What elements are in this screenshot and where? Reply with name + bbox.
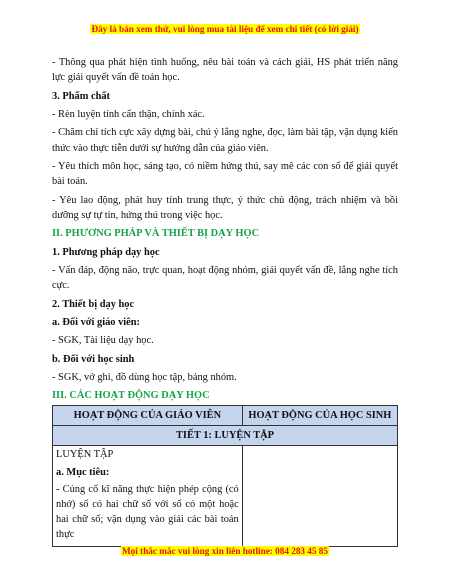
paragraph: - Yêu thích môn học, sáng tạo, có niềm hứng thú, say mê các con số để giải quyết bài toán.	[52, 160, 398, 188]
table-lesson-row	[53, 426, 398, 446]
hotline-text: Mọi thắc mắc vui lòng xin liên hotline: 084 283 45 85	[122, 546, 328, 556]
preview-banner	[0, 24, 450, 34]
document-body	[52, 55, 398, 407]
cell-text: - Củng cố kĩ năng thực hiện phép cộng (có nhớ) số có hai chữ số với số có một hoặc hai chữ số; vận dụng vào giải các bài toán thực	[56, 483, 239, 541]
heading-thiet-bi: 2. Thiết bị dạy học	[52, 298, 135, 310]
cell-title: LUYỆN TẬP	[56, 449, 114, 461]
paragraph: - Thông qua phát hiện tình huống, nêu bài toán và cách giải, HS phát triển năng lực giải quyết vấn đề toán học.	[52, 57, 398, 84]
teacher-cell	[53, 446, 243, 546]
heading-phuong-phap: 1. Phương pháp dạy học	[52, 246, 160, 258]
paragraph: - Vấn đáp, động não, trực quan, hoạt động nhóm, giải quyết vấn đề, lắng nghe tích cực.	[52, 264, 398, 292]
hotline-banner	[0, 546, 450, 556]
lesson-title: TIẾT 1: LUYỆN TẬP	[53, 426, 398, 446]
paragraph: - SGK, vở ghi, đồ dùng học tập, bảng nhóm.	[52, 372, 237, 384]
table-row	[53, 446, 398, 546]
paragraph: - Chăm chỉ tích cực xây dựng bài, chú ý lắng nghe, đọc, làm bài tập, vận dụng kiến thức vào thực tiễn dưới sự hướng dẫn của giáo viên.	[52, 127, 398, 154]
activities-table	[52, 405, 398, 547]
preview-banner-text: Đây là bản xem thử, vui lòng mua tài liệu để xem chi tiết (có lời giải)	[91, 24, 359, 34]
heading-pham-chat: 3. Phẩm chất	[52, 90, 111, 102]
paragraph: - SGK, Tài liệu dạy học.	[52, 335, 154, 347]
heading-hoc-sinh: b. Đối với học sinh	[52, 353, 135, 365]
student-cell	[242, 446, 397, 546]
header-teacher: HOẠT ĐỘNG CỦA GIÁO VIÊN	[53, 406, 243, 426]
section-heading-3: III. CÁC HOẠT ĐỘNG DẠY HỌC	[52, 390, 210, 402]
table-header-row	[53, 406, 398, 426]
heading-giao-vien: a. Đối với giáo viên:	[52, 316, 141, 328]
section-heading-2: II. PHƯƠNG PHÁP VÀ THIẾT BỊ DẠY HỌC	[52, 228, 260, 240]
paragraph: - Rèn luyện tính cẩn thận, chính xác.	[52, 108, 205, 120]
paragraph: - Yêu lao động, phát huy tính trung thực, ý thức chủ động, trách nhiệm và bồi dưỡng sự tự tin, hứng thú trong việc học.	[52, 194, 398, 221]
objective-heading: a. Mục tiêu:	[56, 466, 110, 478]
header-student: HOẠT ĐỘNG CỦA HỌC SINH	[242, 406, 397, 426]
